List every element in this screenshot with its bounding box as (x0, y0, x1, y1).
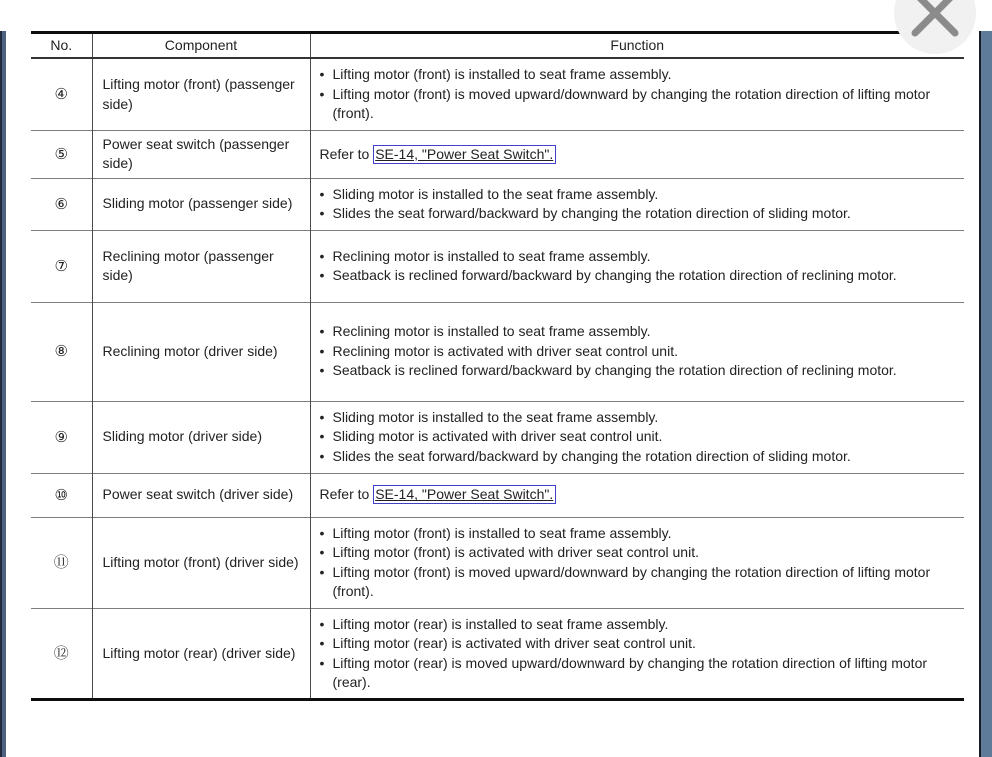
component-cell: Sliding motor (passenger side) (92, 178, 310, 230)
table-row (31, 608, 964, 700)
function-text: Lifting motor (rear) is activated with driver seat control unit. (332, 635, 696, 652)
function-cell (310, 401, 964, 473)
bullet-icon: • (319, 408, 325, 425)
component-cell: Lifting motor (front) (passenger side) (92, 58, 310, 130)
window-frame-left (0, 31, 6, 757)
function-text: Lifting motor (front) is activated with driver seat control unit. (332, 544, 699, 561)
bullet-icon: • (319, 654, 325, 671)
function-text: Slides the seat forward/backward by changing the rotation direction of sliding motor. (332, 447, 851, 464)
table-row (31, 130, 964, 178)
row-number-cell: ⑧ (31, 302, 92, 401)
function-text: Lifting motor (front) is installed to seat frame assembly. (332, 66, 672, 83)
close-button[interactable] (894, 0, 976, 54)
function-refer-line (320, 485, 957, 504)
function-text: Lifting motor (front) is installed to seat frame assembly. (332, 524, 672, 541)
function-bullet-line (320, 361, 957, 380)
refer-prefix-text: Refer to (319, 145, 374, 162)
function-bullet-line (320, 654, 957, 693)
bullet-icon: • (319, 524, 325, 541)
bullet-icon: • (319, 362, 325, 379)
bullet-icon: • (319, 615, 325, 632)
function-text: Lifting motor (front) is moved upward/downward by changing the rotation direction of lifting motor (front). (332, 563, 931, 600)
function-bullet-line (320, 543, 957, 562)
function-bullet-line (320, 634, 957, 653)
component-cell: Power seat switch (passenger side) (92, 130, 310, 178)
table-row (31, 178, 964, 230)
row-number-cell: ⑪ (31, 517, 92, 608)
row-number-cell: ⑤ (31, 130, 92, 178)
component-cell: Power seat switch (driver side) (92, 473, 310, 517)
bullet-icon: • (319, 544, 325, 561)
table-row (31, 473, 964, 517)
function-refer-line (320, 145, 957, 164)
function-bullet-line (320, 185, 957, 204)
bullet-icon: • (319, 447, 325, 464)
function-text: Slides the seat forward/backward by changing the rotation direction of sliding motor. (332, 205, 851, 222)
bullet-icon: • (319, 247, 325, 264)
function-text: Lifting motor (rear) is moved upward/downward by changing the rotation direction of lifting motor (rear). (332, 654, 928, 690)
function-cell (310, 178, 964, 230)
bullet-icon: • (319, 205, 325, 222)
bullet-icon: • (319, 267, 325, 284)
bullet-icon: • (319, 85, 325, 102)
bullet-icon: • (319, 428, 325, 445)
function-bullet-line (320, 427, 957, 446)
row-number-cell: ⑩ (31, 473, 92, 517)
column-header-function: Function (310, 33, 964, 59)
bullet-icon: • (319, 323, 325, 340)
function-cell (310, 473, 964, 517)
function-bullet-line (320, 342, 957, 361)
function-cell (310, 302, 964, 401)
component-function-table (31, 31, 964, 701)
table-row (31, 517, 964, 608)
function-text: Lifting motor (rear) is installed to seat frame assembly. (332, 615, 669, 632)
function-bullet-line (320, 524, 957, 543)
component-cell: Lifting motor (front) (driver side) (92, 517, 310, 608)
function-bullet-line (320, 266, 957, 285)
function-text: Sliding motor is installed to the seat frame assembly. (332, 185, 659, 202)
column-header-component: Component (92, 33, 310, 59)
function-bullet-line (320, 247, 957, 266)
function-bullet-line (320, 408, 957, 427)
function-bullet-line (320, 85, 957, 124)
bullet-icon: • (319, 635, 325, 652)
table-body (31, 58, 964, 699)
function-cell (310, 608, 964, 700)
component-cell: Lifting motor (rear) (driver side) (92, 608, 310, 700)
function-text: Reclining motor is installed to seat frame assembly. (332, 247, 651, 264)
table-row (31, 302, 964, 401)
function-text: Sliding motor is installed to the seat frame assembly. (332, 408, 659, 425)
function-bullet-line (320, 322, 957, 341)
function-cell (310, 517, 964, 608)
table-header-row (31, 33, 964, 59)
function-text: Seatback is reclined forward/backward by changing the rotation direction of reclining motor. (332, 362, 897, 379)
column-header-no: No. (31, 33, 92, 59)
row-number-cell: ⑨ (31, 401, 92, 473)
function-bullet-line (320, 615, 957, 634)
row-number-cell: ⑫ (31, 608, 92, 700)
bullet-icon: • (319, 563, 325, 580)
function-text: Seatback is reclined forward/backward by changing the rotation direction of reclining motor. (332, 267, 897, 284)
component-cell: Sliding motor (driver side) (92, 401, 310, 473)
function-bullet-line (320, 563, 957, 602)
function-text: Reclining motor is activated with driver seat control unit. (332, 342, 678, 359)
function-text: Sliding motor is activated with driver seat control unit. (332, 428, 663, 445)
bullet-icon: • (319, 342, 325, 359)
power-seat-switch-link[interactable]: SE-14, "Power Seat Switch". (373, 145, 556, 164)
function-cell (310, 230, 964, 302)
table-row (31, 58, 964, 130)
window-frame-right (979, 31, 992, 757)
table-row (31, 401, 964, 473)
function-text: Reclining motor is installed to seat frame assembly. (332, 323, 651, 340)
component-cell: Reclining motor (passenger side) (92, 230, 310, 302)
bullet-icon: • (319, 66, 325, 83)
function-bullet-line (320, 447, 957, 466)
function-bullet-line (320, 204, 957, 223)
table-row (31, 230, 964, 302)
function-text: Lifting motor (front) is moved upward/downward by changing the rotation direction of lifting motor (front). (332, 85, 931, 122)
power-seat-switch-link[interactable]: SE-14, "Power Seat Switch". (373, 485, 556, 504)
function-bullet-line (320, 65, 957, 84)
function-cell (310, 58, 964, 130)
close-icon (894, 0, 976, 54)
refer-prefix-text: Refer to (319, 486, 374, 503)
row-number-cell: ④ (31, 58, 92, 130)
component-cell: Reclining motor (driver side) (92, 302, 310, 401)
row-number-cell: ⑦ (31, 230, 92, 302)
function-cell (310, 130, 964, 178)
row-number-cell: ⑥ (31, 178, 92, 230)
bullet-icon: • (319, 185, 325, 202)
